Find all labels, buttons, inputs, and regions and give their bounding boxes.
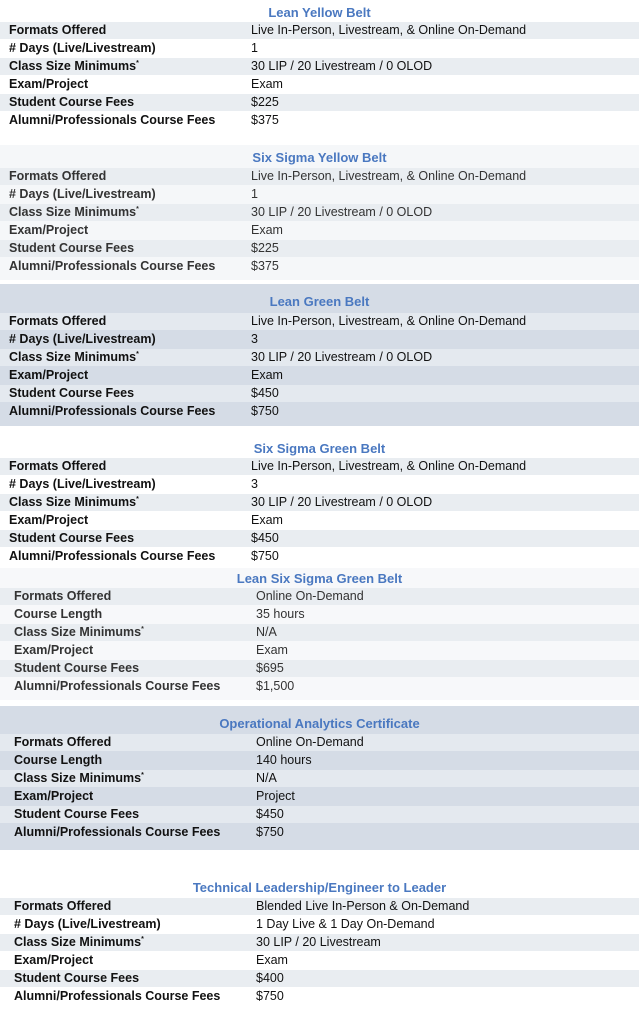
row-label: Formats Offered — [9, 459, 107, 473]
section-title: Six Sigma Green Belt — [253, 441, 386, 456]
row-value: Exam — [251, 368, 283, 382]
row-label: Class Size Minimums* — [9, 350, 139, 364]
table-row — [0, 222, 639, 239]
row-value: $750 — [251, 404, 279, 418]
row-value: $225 — [251, 95, 279, 109]
table-row — [0, 58, 639, 75]
row-value: $750 — [251, 549, 279, 563]
table-row — [0, 331, 639, 348]
row-label: Exam/Project — [9, 368, 89, 382]
footnote-marker: * — [141, 626, 144, 633]
row-value: N/A — [256, 625, 277, 639]
table-row — [0, 186, 639, 203]
row-value: 30 LIP / 20 Livestream / 0 OLOD — [251, 205, 433, 219]
row-label: Alumni/Professionals Course Fees — [14, 989, 221, 1003]
section-operational-analytics-certificate — [0, 706, 639, 850]
table-row — [0, 788, 639, 805]
row-label: Exam/Project — [9, 77, 89, 91]
section-title: Lean Yellow Belt — [268, 5, 371, 20]
row-value: 35 hours — [256, 607, 305, 621]
row-value: 1 Day Live & 1 Day On-Demand — [256, 917, 435, 931]
row-label: Class Size Minimums* — [14, 771, 144, 785]
row-label: # Days (Live/Livestream) — [9, 477, 156, 491]
table-row — [0, 22, 639, 39]
row-value: 140 hours — [256, 753, 312, 767]
row-value: 30 LIP / 20 Livestream / 0 OLOD — [251, 59, 433, 73]
table-row — [0, 204, 639, 221]
row-value: $450 — [251, 386, 279, 400]
section-lean-six-sigma-green-belt — [0, 568, 639, 700]
table-row — [0, 660, 639, 677]
table-row — [0, 512, 639, 529]
table-row — [0, 403, 639, 420]
table-row — [0, 548, 639, 565]
row-label: Alumni/Professionals Course Fees — [9, 259, 216, 273]
row-label: Class Size Minimums* — [9, 495, 139, 509]
section-title: Lean Green Belt — [269, 294, 370, 309]
section-title: Lean Six Sigma Green Belt — [236, 571, 403, 586]
row-label: Student Course Fees — [14, 807, 140, 821]
table-row — [0, 678, 639, 695]
table-row — [0, 970, 639, 987]
section-title: Six Sigma Yellow Belt — [252, 150, 387, 165]
table-row — [0, 588, 639, 605]
table-row — [0, 476, 639, 493]
table-row — [0, 168, 639, 185]
row-value: Live In-Person, Livestream, & Online On-Demand — [251, 169, 527, 183]
section-six-sigma-yellow-belt — [0, 145, 639, 280]
row-value: Blended Live In-Person & On-Demand — [256, 899, 470, 913]
table-row — [0, 952, 639, 969]
row-value: $450 — [256, 807, 284, 821]
row-label: Alumni/Professionals Course Fees — [9, 404, 216, 418]
table-row — [0, 494, 639, 511]
row-value: Live In-Person, Livestream, & Online On-Demand — [251, 314, 527, 328]
table-row — [0, 770, 639, 787]
row-label: Class Size Minimums* — [9, 59, 139, 73]
table-row — [0, 112, 639, 129]
row-label: Formats Offered — [14, 735, 112, 749]
row-value: Live In-Person, Livestream, & Online On-Demand — [251, 23, 527, 37]
section-title: Technical Leadership/Engineer to Leader — [192, 880, 447, 895]
row-value: Exam — [251, 223, 283, 237]
row-value: 30 LIP / 20 Livestream — [256, 935, 381, 949]
row-label: Formats Offered — [14, 899, 112, 913]
table-row — [0, 624, 639, 641]
table-row — [0, 94, 639, 111]
row-value: Exam — [251, 513, 283, 527]
row-value: Exam — [256, 953, 288, 967]
row-label: Alumni/Professionals Course Fees — [14, 679, 221, 693]
row-label: Student Course Fees — [14, 661, 140, 675]
row-label: Exam/Project — [9, 513, 89, 527]
row-value: $375 — [251, 113, 279, 127]
row-label: # Days (Live/Livestream) — [9, 332, 156, 346]
table-row — [0, 642, 639, 659]
row-value: $450 — [251, 531, 279, 545]
table-row — [0, 349, 639, 366]
row-value: $695 — [256, 661, 284, 675]
table-row — [0, 313, 639, 330]
row-value: Live In-Person, Livestream, & Online On-Demand — [251, 459, 527, 473]
table-row — [0, 752, 639, 769]
table-row — [0, 934, 639, 951]
row-value: $400 — [256, 971, 284, 985]
row-label: Formats Offered — [9, 314, 107, 328]
row-value: Exam — [251, 77, 283, 91]
section-lean-green-belt — [0, 284, 639, 426]
table-row — [0, 988, 639, 1005]
table-row — [0, 898, 639, 915]
section-technical-leadership — [0, 870, 639, 1010]
table-row — [0, 240, 639, 257]
row-label: Formats Offered — [9, 23, 107, 37]
table-row — [0, 458, 639, 475]
footnote-marker: * — [141, 936, 144, 943]
table-row — [0, 824, 639, 841]
row-label: Exam/Project — [14, 953, 94, 967]
row-value: Online On-Demand — [256, 735, 364, 749]
row-label: # Days (Live/Livestream) — [14, 917, 161, 931]
row-label: Exam/Project — [9, 223, 89, 237]
row-label: Class Size Minimums* — [14, 625, 144, 639]
row-value: $750 — [256, 989, 284, 1003]
row-label: Exam/Project — [14, 789, 94, 803]
table-row — [0, 606, 639, 623]
row-value: $375 — [251, 259, 279, 273]
row-value: N/A — [256, 771, 277, 785]
row-value: $225 — [251, 241, 279, 255]
row-value: Online On-Demand — [256, 589, 364, 603]
row-label: # Days (Live/Livestream) — [9, 41, 156, 55]
row-label: Course Length — [14, 607, 103, 621]
row-label: Exam/Project — [14, 643, 94, 657]
row-label: Student Course Fees — [14, 971, 140, 985]
footnote-marker: * — [136, 351, 139, 358]
table-row — [0, 367, 639, 384]
row-label: Formats Offered — [9, 169, 107, 183]
table-row — [0, 916, 639, 933]
footnote-marker: * — [136, 60, 139, 67]
footnote-marker: * — [141, 772, 144, 779]
row-label: Alumni/Professionals Course Fees — [9, 549, 216, 563]
row-value: $1,500 — [256, 679, 295, 693]
row-label: Class Size Minimums* — [9, 205, 139, 219]
table-row — [0, 734, 639, 751]
row-label: Class Size Minimums* — [14, 935, 144, 949]
row-value: 3 — [251, 477, 258, 491]
row-label: Alumni/Professionals Course Fees — [9, 113, 216, 127]
row-value: 1 — [251, 41, 258, 55]
row-value: 3 — [251, 332, 258, 346]
footnote-marker: * — [136, 496, 139, 503]
row-label: # Days (Live/Livestream) — [9, 187, 156, 201]
table-row — [0, 806, 639, 823]
section-six-sigma-green-belt — [0, 436, 639, 568]
row-label: Alumni/Professionals Course Fees — [14, 825, 221, 839]
table-row — [0, 258, 639, 275]
row-value: Project — [256, 789, 295, 803]
row-value: 30 LIP / 20 Livestream / 0 OLOD — [251, 350, 433, 364]
section-title: Operational Analytics Certificate — [219, 716, 420, 731]
section-lean-yellow-belt — [0, 0, 639, 132]
row-label: Student Course Fees — [9, 386, 135, 400]
table-row — [0, 385, 639, 402]
row-label: Student Course Fees — [9, 531, 135, 545]
table-row — [0, 40, 639, 57]
row-value: 1 — [251, 187, 258, 201]
table-row — [0, 530, 639, 547]
row-value: 30 LIP / 20 Livestream / 0 OLOD — [251, 495, 433, 509]
row-label: Formats Offered — [14, 589, 112, 603]
table-row — [0, 76, 639, 93]
row-label: Course Length — [14, 753, 103, 767]
row-value: Exam — [256, 643, 288, 657]
footnote-marker: * — [136, 206, 139, 213]
row-label: Student Course Fees — [9, 241, 135, 255]
row-label: Student Course Fees — [9, 95, 135, 109]
row-value: $750 — [256, 825, 284, 839]
